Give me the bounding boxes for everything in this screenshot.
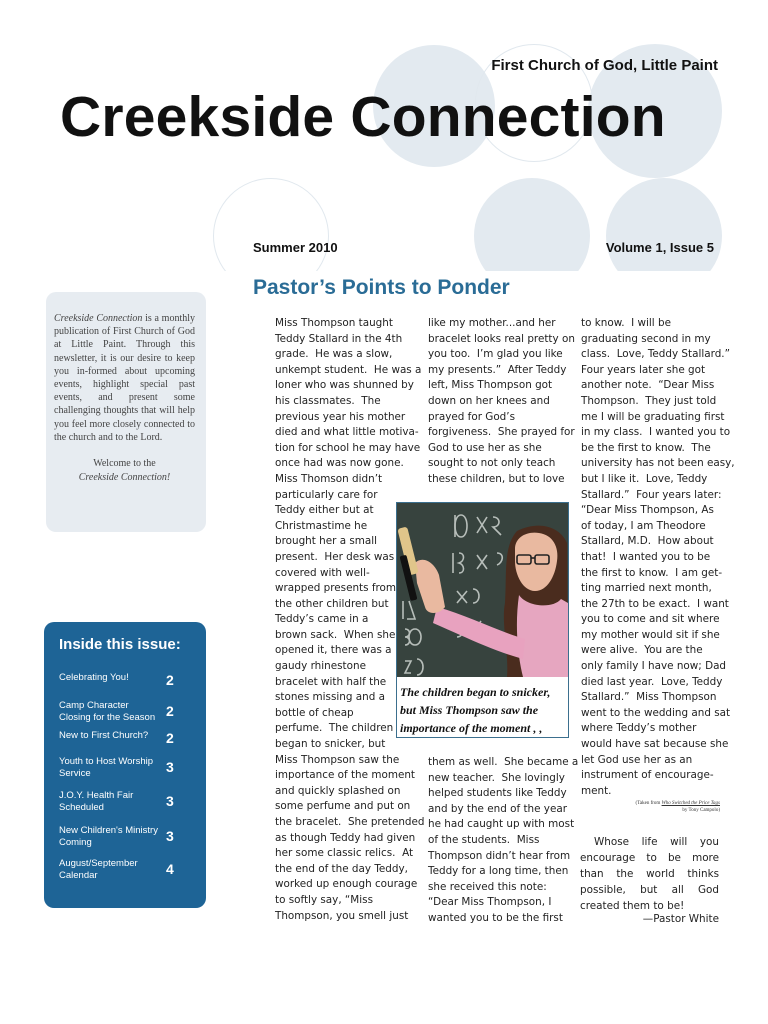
article-line: me I will be graduating first: [581, 410, 725, 423]
article-line: Teddy either but at: [275, 504, 374, 517]
article-line: you too. I’m glad you like: [428, 348, 563, 361]
article-line: Stallard.” Four years later:: [581, 488, 722, 501]
article-line: and by the end of the year: [428, 802, 567, 815]
toc-label: New Children's Ministry Coming: [59, 825, 158, 848]
article-line: were alive. You are the: [581, 644, 703, 657]
about-description: is a monthly publication of First Church of God at Little Paint. Through this newsletter, it is our desire to keep you in-formed about upcoming events, highlight special past events, and present some challenging thoughts that will help you feel more closely connected to the church and to the Lord.: [54, 313, 196, 443]
article-line: another note. “Dear Miss: [581, 379, 715, 392]
article-line: class. Love, Teddy Stallard.”: [581, 348, 730, 361]
article-line: that! I wanted you to be: [581, 550, 711, 563]
article-line: Miss Thompson saw the: [275, 753, 400, 766]
closing-paragraph: Whose life will you encourage to be more than the world thinks possible, but all God created them to be!: [580, 836, 719, 912]
article-line: Miss Thompson taught: [275, 317, 393, 329]
article-line: Teddy’s came in a: [275, 613, 369, 626]
article-line: forgiveness. She prayed for: [428, 426, 575, 439]
article-line: “Dear Miss Thompson, I: [428, 896, 552, 909]
article-line: like my mother...and her: [428, 317, 556, 329]
article-line: grade. He was a slow,: [275, 348, 393, 361]
article-line: his classmates. The: [275, 394, 381, 407]
credit-line-2: by Tony Campolo): [682, 808, 720, 813]
article-column-2-bottom: [428, 755, 578, 927]
article-line: helped students like Teddy: [428, 787, 567, 800]
toc-label: August/September Calendar: [59, 858, 138, 881]
article-line: Teddy for a long time, then: [428, 865, 569, 878]
toc-page-number: 2: [166, 730, 174, 746]
article-line: left, Miss Thompson got: [428, 379, 553, 392]
article-line: unkempt student. He was a: [275, 363, 422, 376]
article-line: her some classic relics. At: [275, 847, 414, 860]
about-box: [46, 292, 206, 532]
article-line: the bracelet. She pretended: [275, 816, 425, 828]
article-line: bracelet looks real pretty on: [428, 332, 575, 345]
toc-page-number: 3: [166, 759, 174, 775]
article-line: the end of the day Teddy,: [275, 862, 408, 875]
article-line: Thompson didn’t hear from: [428, 849, 571, 862]
article-line: but I like it. Love, Teddy: [581, 472, 708, 485]
article-line: ting married next month,: [581, 582, 712, 595]
article-line: to know. I will be: [581, 317, 671, 329]
newsletter-title: Creekside Connection: [60, 85, 666, 149]
credit-prefix: (Taken from: [635, 801, 662, 806]
article-line: be the first to know. The: [581, 441, 711, 454]
article-line: began to snicker, but: [275, 738, 386, 751]
welcome-note: [54, 457, 195, 485]
article-line: Christmastime he: [275, 519, 368, 532]
credit-line-1: [580, 800, 720, 807]
article-line: in my class. I wanted you to: [581, 426, 731, 439]
article-line: sought to not only teach: [428, 457, 556, 470]
article-line: he had caught up with most: [428, 818, 575, 831]
article-line: these children, but to love: [428, 472, 565, 485]
article-line: died last year. Love, Teddy: [581, 675, 723, 688]
toc-page-number: 3: [166, 793, 174, 809]
article-line: new teacher. She lovingly: [428, 771, 565, 784]
article-line: ment.: [581, 784, 612, 797]
toc-label: J.O.Y. Health Fair Scheduled: [59, 790, 134, 813]
article-line: stones missing and a: [275, 691, 385, 704]
toc-page-number: 4: [166, 861, 174, 877]
article-line: you to come and sit where: [581, 613, 720, 626]
article-line: tion for school he may have: [275, 441, 421, 454]
article-line: the 27th to be exact. I want: [581, 597, 729, 610]
article-line: would have sat because she: [581, 738, 729, 751]
teacher-photo-frame: [396, 502, 569, 738]
source-credit: [580, 800, 720, 814]
article-line: perfume. The children: [275, 722, 394, 735]
toc-page-number: 3: [166, 828, 174, 844]
toc-page-number: 2: [166, 672, 174, 688]
issue-season: Summer 2010: [253, 240, 338, 255]
article-line: Stallard, M.D. How about: [581, 535, 714, 548]
article-line: graduating second in my: [581, 332, 711, 345]
article-line: died and what little motiva-: [275, 426, 419, 439]
article-line: Teddy Stallard in the 4th: [275, 332, 403, 345]
article-line: once had was now gone.: [275, 457, 404, 470]
article-line: as though Teddy had given: [275, 831, 416, 844]
article-line: went to the wedding and sat: [581, 706, 731, 719]
article-line: Thompson, you smell just: [275, 909, 409, 922]
teacher-at-chalkboard-photo: [397, 503, 568, 677]
article-line: university has not been easy,: [581, 457, 735, 470]
article-line: she received this note:: [428, 880, 547, 893]
article-line: importance of the moment: [275, 769, 415, 782]
article-line: and quickly splashed on: [275, 784, 401, 797]
toc-label: New to First Church?: [59, 730, 149, 741]
article-line: the first to know. I am get-: [581, 566, 723, 579]
toc-label: Celebrating You!: [59, 672, 129, 683]
welcome-line: Welcome to the: [93, 458, 156, 470]
article-line: previous year his mother: [275, 410, 406, 423]
article-line: bottle of cheap: [275, 706, 354, 719]
inside-this-issue-box: [44, 622, 206, 908]
pull-quote: The children began to snicker, but Miss Thompson saw the importance of the moment , ,: [400, 685, 551, 735]
article-line: Four years later she got: [581, 363, 706, 376]
article-line: bracelet with half the: [275, 675, 387, 688]
toc-label: Youth to Host Worship Service: [59, 756, 153, 779]
article-line: my presents.” After Teddy: [428, 363, 567, 376]
article-column-2-top: [428, 316, 578, 488]
article-column-3: [581, 316, 735, 799]
issue-volume: Volume 1, Issue 5: [605, 240, 714, 255]
article-line: Stallard.” Miss Thompson: [581, 691, 717, 704]
article-line: of the students. Miss: [428, 833, 540, 846]
toc-label: Camp Character Closing for the Season: [59, 700, 156, 723]
article-line: down on her knees and: [428, 394, 550, 407]
article-line: prayed for God’s: [428, 410, 515, 423]
article-line: “Dear Miss Thompson, As: [581, 504, 714, 517]
welcome-line-italic: Creekside Connection!: [78, 472, 171, 484]
toc-page-number: 2: [166, 703, 174, 719]
article-headline: Pastor’s Points to Ponder: [253, 276, 510, 299]
article-line: only family I have now; Dad: [581, 660, 727, 673]
article-line: opened it, there was a: [275, 644, 392, 657]
article-line: brought her a small: [275, 535, 378, 548]
article-line: my mother would sit if she: [581, 628, 720, 641]
inside-title: Inside this issue:: [59, 636, 181, 653]
article-line: let God use her as an: [581, 753, 693, 766]
article-line: wanted you to be the first: [428, 911, 563, 924]
article-line: Miss Thomson didn’t: [275, 472, 383, 485]
about-text: [54, 312, 195, 444]
pastor-signature: —Pastor White: [642, 913, 719, 925]
article-line: of today, I am Theodore: [581, 519, 706, 532]
credit-book-title: Who Switched the Price Tags: [661, 801, 720, 806]
article-line: them as well. She became a: [428, 756, 579, 768]
article-line: God to use her as she: [428, 441, 542, 454]
article-line: to softly say, “Miss: [275, 893, 373, 906]
article-line: the other children but: [275, 597, 389, 610]
article-line: present. Her desk was: [275, 550, 395, 563]
article-line: gaudy rhinestone: [275, 660, 366, 673]
article-line: covered with well-: [275, 566, 370, 579]
church-name: First Church of God, Little Paint: [491, 57, 718, 74]
article-line: Thompson. They just told: [581, 394, 717, 407]
publication-name: Creekside Connection: [54, 313, 143, 324]
article-line: some perfume and put on: [275, 800, 411, 813]
article-line: particularly care for: [275, 488, 378, 501]
article-line: brown sack. When she: [275, 628, 396, 641]
article-line: where Teddy’s mother: [581, 722, 697, 735]
article-line: instrument of encourage-: [581, 769, 714, 782]
article-line: wrapped presents from: [275, 582, 397, 595]
article-line: worked up enough courage: [275, 878, 418, 891]
article-line: loner who was shunned by: [275, 379, 414, 392]
